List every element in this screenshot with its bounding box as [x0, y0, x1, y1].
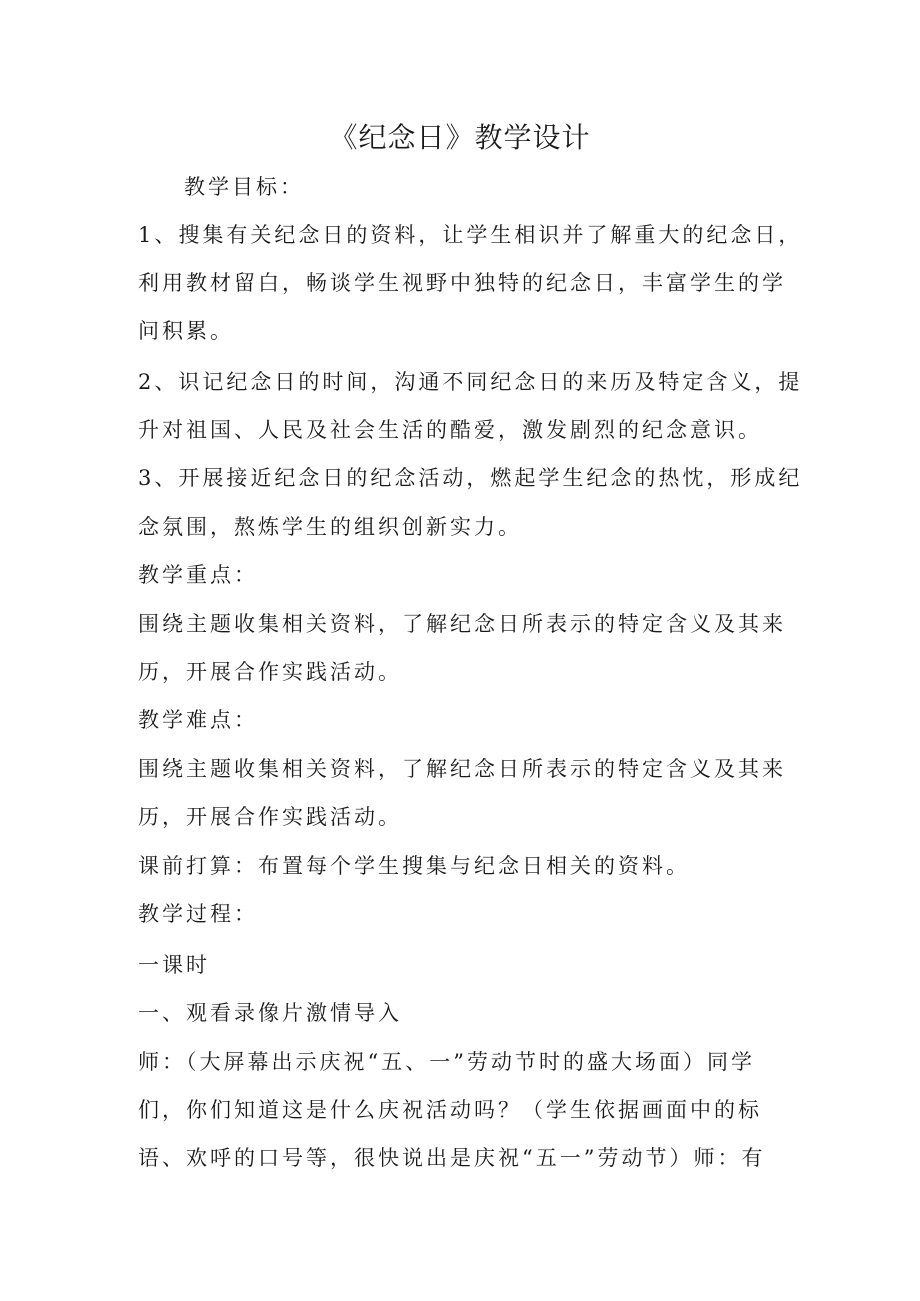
- paragraph-line: 历，开展合作实践活动。: [138, 805, 402, 829]
- paragraph-line: 师：（大屏幕出示庆祝“五、一”劳动节时的盛大场面）同学: [138, 1050, 755, 1074]
- paragraph-line: 问积累。: [138, 319, 234, 343]
- section-heading-key-points: 教学重点：: [138, 563, 258, 587]
- paragraph-line: 念氛围，熬炼学生的组织创新实力。: [138, 515, 522, 539]
- document-title: 《纪念日》教学设计: [329, 121, 591, 154]
- paragraph-line: 课前打算：布置每个学生搜集与纪念日相关的资料。: [138, 854, 690, 878]
- paragraph-line: 利用教材留白，畅谈学生视野中独特的纪念日，丰富学生的学: [138, 271, 786, 295]
- section-heading-process: 教学过程：: [138, 902, 258, 926]
- paragraph-line: 3、开展接近纪念日的纪念活动，燃起学生纪念的热忱，形成纪: [138, 466, 803, 490]
- section-heading-difficulties: 教学难点：: [138, 708, 258, 732]
- paragraph-line: 升对祖国、人民及社会生活的酷爱，激发剧烈的纪念意识。: [138, 418, 762, 442]
- paragraph-line: 们，你们知道这是什么庆祝活动吗？（学生依据画面中的标: [138, 1098, 762, 1122]
- paragraph-line: 语、欢呼的口号等，很快说出是庆祝“五一”劳动节）师：有: [138, 1146, 766, 1170]
- paragraph-line: 围绕主题收集相关资料，了解纪念日所表示的特定含义及其来: [138, 612, 786, 636]
- paragraph-line: 一课时: [138, 953, 210, 977]
- paragraph-line: 2、识记纪念日的时间，沟通不同纪念日的来历及特定含义，提: [138, 370, 803, 394]
- section-heading-objectives: 教学目标：: [184, 175, 304, 199]
- paragraph-line: 1、搜集有关纪念日的资料，让学生相识并了解重大的纪念日，: [138, 223, 803, 247]
- paragraph-line: 围绕主题收集相关资料，了解纪念日所表示的特定含义及其来: [138, 757, 786, 781]
- paragraph-line: 历，开展合作实践活动。: [138, 660, 402, 684]
- section-heading-part-one: 一、观看录像片激情导入: [138, 1001, 402, 1025]
